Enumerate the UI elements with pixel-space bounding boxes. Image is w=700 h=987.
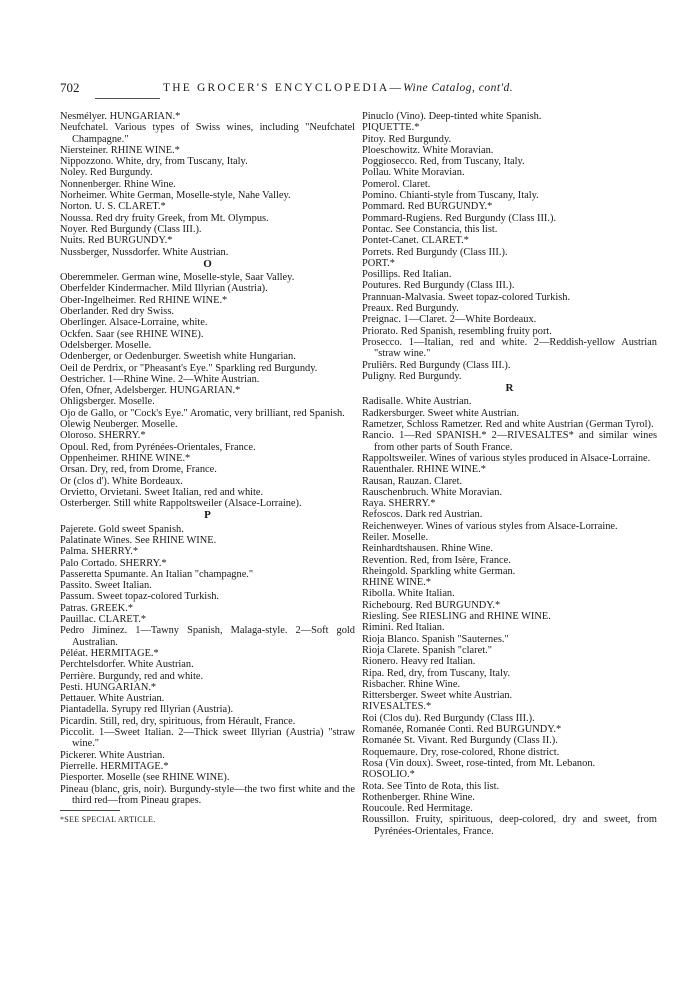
wine-entry: Rappoltsweiler. Wines of various styles produced in Alsace-Lorraine.: [362, 452, 651, 464]
wine-entry: Ofen, Ofner, Adelsberger. HUNGARIAN.*: [60, 385, 241, 397]
wine-entry: Risbacher. Rhine Wine.: [362, 678, 461, 690]
wine-entry: Richebourg. Red BURGUNDY.*: [362, 599, 501, 611]
wine-entry: Rioja Blanco. Spanish "Sauternes.": [362, 633, 509, 645]
wine-entry: Piccolit. 1—Sweet Italian. 2—Thick sweet Illyrian (Austria) "straw wine.": [60, 727, 355, 750]
wine-entry: PORT.*: [362, 257, 395, 269]
wine-entry: Nippozzono. White, dry, from Tuscany, Italy.: [60, 156, 248, 168]
wine-entry: Revention. Red, from Isère, France.: [362, 554, 511, 566]
wine-entry: Roi (Clos du). Red Burgundy (Class III.).: [362, 712, 535, 724]
wine-entry: Oberlinger. Alsace-Lorraine, white.: [60, 317, 208, 329]
wine-entry: ROSOLIO.*: [362, 769, 415, 781]
wine-entry: Reinhardtshausen. Rhine Wine.: [362, 543, 493, 555]
wine-entry: Refoscos. Dark red Austrian.: [362, 509, 483, 521]
wine-entry: Riesling. See RIESLING and RHINE WINE.: [362, 611, 551, 623]
wine-entry: Ober-Ingelheimer. Red RHINE WINE.*: [60, 294, 228, 306]
wine-entry: Odelsberger. Moselle.: [60, 339, 152, 351]
running-title-italic: Wine Catalog, cont'd.: [403, 82, 514, 94]
left-column: [60, 111, 355, 825]
running-title: [163, 82, 513, 94]
footnote: *SEE SPECIAL ARTICLE.: [60, 815, 156, 825]
section-letter: R: [505, 382, 514, 395]
wine-entry: Orsan. Dry, red, from Drome, France.: [60, 464, 217, 476]
wine-entry: Rioja Clarete. Spanish "claret.": [362, 644, 492, 656]
wine-entry: Prosecco. 1—Italian, red and white. 2—Reddish-yellow Austrian "straw wine.": [362, 336, 657, 360]
wine-entry: Nonnenberger. Rhine Wine.: [60, 178, 176, 190]
right-entries: [362, 111, 657, 837]
wine-entry: Rauenthaler. RHINE WINE.*: [362, 464, 486, 476]
wine-entry: Pomino. Chianti-style from Tuscany, Italy.: [362, 190, 539, 202]
right-column: [362, 111, 657, 837]
wine-entry: Radisalle. White Austrian.: [362, 396, 472, 408]
wine-entry: Piesporter. Moselle (see RHINE WINE).: [60, 772, 230, 784]
wine-entry: Noley. Red Burgundy.: [60, 167, 153, 179]
wine-entry: Oberemmeler. German wine, Moselle-style, Saar Valley.: [60, 272, 295, 284]
wine-entry: RHINE WINE.*: [362, 577, 432, 589]
wine-entry: Ploeschowitz. White Moravian.: [362, 144, 494, 156]
wine-entry: Reiler. Moselle.: [362, 531, 429, 543]
wine-entry: Or (clos d'). White Bordeaux.: [60, 475, 183, 487]
wine-entry: Perrière. Burgundy, red and white.: [60, 670, 204, 682]
wine-entry: Neufchatel. Various types of Swiss wines, including "Neufchatel Champagne.": [60, 122, 355, 145]
wine-entry: Pineau (blanc, gris, noir). Burgundy-style—the two first white and the third red—from Pineau grapes.: [60, 783, 355, 806]
wine-entry: Pierrelle. HERMITAGE.*: [60, 760, 169, 772]
wine-entry: Rheingold. Sparkling white German.: [362, 565, 516, 577]
wine-entry: Rosa (Vin doux). Sweet, rose-tinted, from Mt. Lebanon.: [362, 757, 596, 769]
wine-entry: Preaux. Red Burgundy.: [362, 303, 459, 315]
wine-entry: Olewig Neuberger. Moselle.: [60, 419, 178, 431]
wine-entry: Puligny. Red Burgundy.: [362, 370, 462, 382]
wine-entry: Palma. SHERRY.*: [60, 546, 139, 558]
wine-entry: Pedro Jiminez. 1—Tawny Spanish, Malaga-style. 2—Soft gold Australian.: [60, 625, 355, 648]
wine-entry: Oestricher. 1—Rhine Wine. 2—White Austrian.: [60, 373, 260, 385]
section-letter: P: [204, 509, 211, 522]
wine-entry: Rionero. Heavy red Italian.: [362, 656, 476, 668]
wine-entry: Prannuan-Malvasia. Sweet topaz-colored Turkish.: [362, 291, 571, 303]
section-letter: O: [203, 257, 212, 270]
wine-entry: Norton. U. S. CLARET.*: [60, 201, 166, 213]
wine-entry: Perchtelsdorfer. White Austrian.: [60, 659, 194, 671]
wine-entry: Passito. Sweet Italian.: [60, 580, 152, 592]
wine-entry: Oberlander. Red dry Swiss.: [60, 306, 174, 318]
page-number: 702: [60, 80, 80, 95]
wine-entry: Noyer. Red Burgundy (Class III.).: [60, 223, 202, 235]
wine-entry: Priorato. Red Spanish, resembling fruity port.: [362, 325, 552, 337]
wine-entry: Posillips. Red Italian.: [362, 269, 452, 281]
wine-entry: Ripa. Red, dry, from Tuscany, Italy.: [362, 667, 511, 679]
wine-entry: Picardin. Still, red, dry, spirituous, from Hérault, France.: [60, 715, 296, 727]
wine-entry: Romanée St. Vivant. Red Burgundy (Class II.).: [362, 735, 558, 747]
wine-entry: Patras. GREEK.*: [60, 602, 134, 614]
wine-entry: Pommard-Rugiens. Red Burgundy (Class III.).: [362, 212, 557, 224]
wine-entry: Pommard. Red BURGUNDY.*: [362, 201, 493, 213]
wine-entry: Reichenweyer. Wines of various styles from Alsace-Lorraine.: [362, 520, 618, 532]
wine-entry: Palo Cortado. SHERRY.*: [60, 557, 167, 569]
wine-entry: Norheimer. White German, Moselle-style, Nahe Valley.: [60, 190, 291, 202]
wine-entry: Palatinate Wines. See RHINE WINE.: [60, 534, 217, 546]
wine-entry: Odenberger, or Oedenburger. Sweetish white Hungarian.: [60, 351, 296, 363]
left-entries: [60, 111, 355, 806]
wine-entry: Pollau. White Moravian.: [362, 167, 465, 179]
wine-entry: Rauschenbruch. White Moravian.: [362, 486, 503, 498]
wine-entry: Pettauer. White Austrian.: [60, 693, 165, 705]
wine-entry: Roussillon. Fruity, spirituous, deep-colored, dry and sweet, from Pyrénées-Orientales, France.: [362, 814, 657, 837]
wine-entry: Passeretta Spumante. An Italian "champagne.": [60, 568, 254, 580]
wine-entry: PIQUETTE.*: [362, 122, 420, 134]
wine-entry: Pitoy. Red Burgundy.: [362, 133, 452, 145]
wine-entry: Preignac. 1—Claret. 2—White Bordeaux.: [362, 314, 537, 326]
wine-entry: Pinuclo (Vino). Deep-tinted white Spanish.: [362, 111, 542, 122]
wine-entry: Piantadella. Syrupy red Illyrian (Austria).: [60, 704, 234, 716]
page-header: [60, 80, 660, 100]
wine-entry: Roucoule. Red Hermitage.: [362, 803, 473, 815]
wine-entry: RIVESALTES.*: [362, 701, 432, 713]
wine-entry: Oloroso. SHERRY.*: [60, 430, 146, 442]
wine-entry: Raya. SHERRY.*: [362, 498, 436, 510]
wine-entry: Romanée, Romanée Conti. Red BURGUNDY.*: [362, 724, 562, 736]
wine-entry: Pickerer. White Austrian.: [60, 749, 165, 761]
wine-entry: Roquemaure. Dry, rose-colored, Rhone district.: [362, 746, 560, 758]
wine-entry: Ohligsberger. Moselle.: [60, 396, 155, 408]
wine-entry: Ojo de Gallo, or "Cock's Eye." Aromatic, very brilliant, red Spanish.: [60, 407, 345, 419]
wine-entry: Nussberger, Nussdorfer. White Austrian.: [60, 246, 229, 258]
wine-entry: Pajerete. Gold sweet Spanish.: [60, 523, 184, 535]
wine-entry: Rametzer, Schloss Rametzer. Red and white Austrian (German Tyrol).: [362, 419, 654, 431]
wine-entry: Poutures. Red Burgundy (Class III.).: [362, 280, 515, 292]
wine-entry: Rota. See Tinto de Rota, this list.: [362, 780, 500, 792]
wine-entry: Oppenheimer. RHINE WINE.*: [60, 452, 191, 464]
running-title-text: THE GROCER'S ENCYCLOPEDIA—: [163, 82, 404, 94]
wine-entry: Rancio. 1—Red SPANISH.* 2—RIVESALTES* and similar wines from other parts of South France.: [362, 430, 657, 453]
wine-entry: Péléat. HERMITAGE.*: [60, 647, 159, 659]
wine-entry: Pesti. HUNGARIAN.*: [60, 681, 157, 693]
footnote-rule: [60, 810, 120, 811]
wine-entry: Niersteiner. RHINE WINE.*: [60, 144, 180, 156]
wine-entry: Nuits. Red BURGUNDY.*: [60, 235, 173, 247]
wine-entry: Pauillac. CLARET.*: [60, 614, 147, 626]
wine-entry: Opoul. Red, from Pyrénées-Orientales, France.: [60, 441, 256, 453]
wine-entry: Porrets. Red Burgundy (Class III.).: [362, 246, 508, 258]
wine-entry: Osterberger. Still white Rappoltsweiler (Alsace-Lorraine).: [60, 498, 302, 510]
wine-entry: Pomerol. Claret.: [362, 178, 431, 190]
wine-entry: Rothenberger. Rhine Wine.: [362, 791, 475, 803]
wine-entry: Rausan, Rauzan. Claret.: [362, 475, 463, 487]
wine-entry: Ribolla. White Italian.: [362, 588, 455, 600]
wine-entry: Pontac. See Constancia, this list.: [362, 223, 498, 235]
wine-entry: Rittersberger. Sweet white Austrian.: [362, 690, 513, 702]
header-rule: [95, 98, 160, 99]
wine-entry: Orvietto, Orvietani. Sweet Italian, red and white.: [60, 486, 264, 498]
wine-entry: Rimini. Red Italian.: [362, 622, 445, 634]
wine-entry: Oeil de Perdrix, or "Pheasant's Eye." Sparkling red Burgundy.: [60, 362, 318, 374]
wine-entry: Nesmélyer. HUNGARIAN.*: [60, 111, 181, 122]
wine-entry: Pruliêrs. Red Burgundy (Class III.).: [362, 359, 511, 371]
wine-entry: Ockfen. Saar (see RHINE WINE).: [60, 328, 204, 340]
wine-entry: Radkersburger. Sweet white Austrian.: [362, 407, 520, 419]
wine-entry: Pontet-Canet. CLARET.*: [362, 235, 469, 247]
wine-entry: Noussa. Red dry fruity Greek, from Mt. Olympus.: [60, 212, 269, 224]
wine-entry: Oberfelder Kindermacher. Mild Illyrian (Austria).: [60, 283, 268, 295]
wine-entry: Passum. Sweet topaz-colored Turkish.: [60, 591, 220, 603]
wine-entry: Poggiosecco. Red, from Tuscany, Italy.: [362, 156, 525, 168]
